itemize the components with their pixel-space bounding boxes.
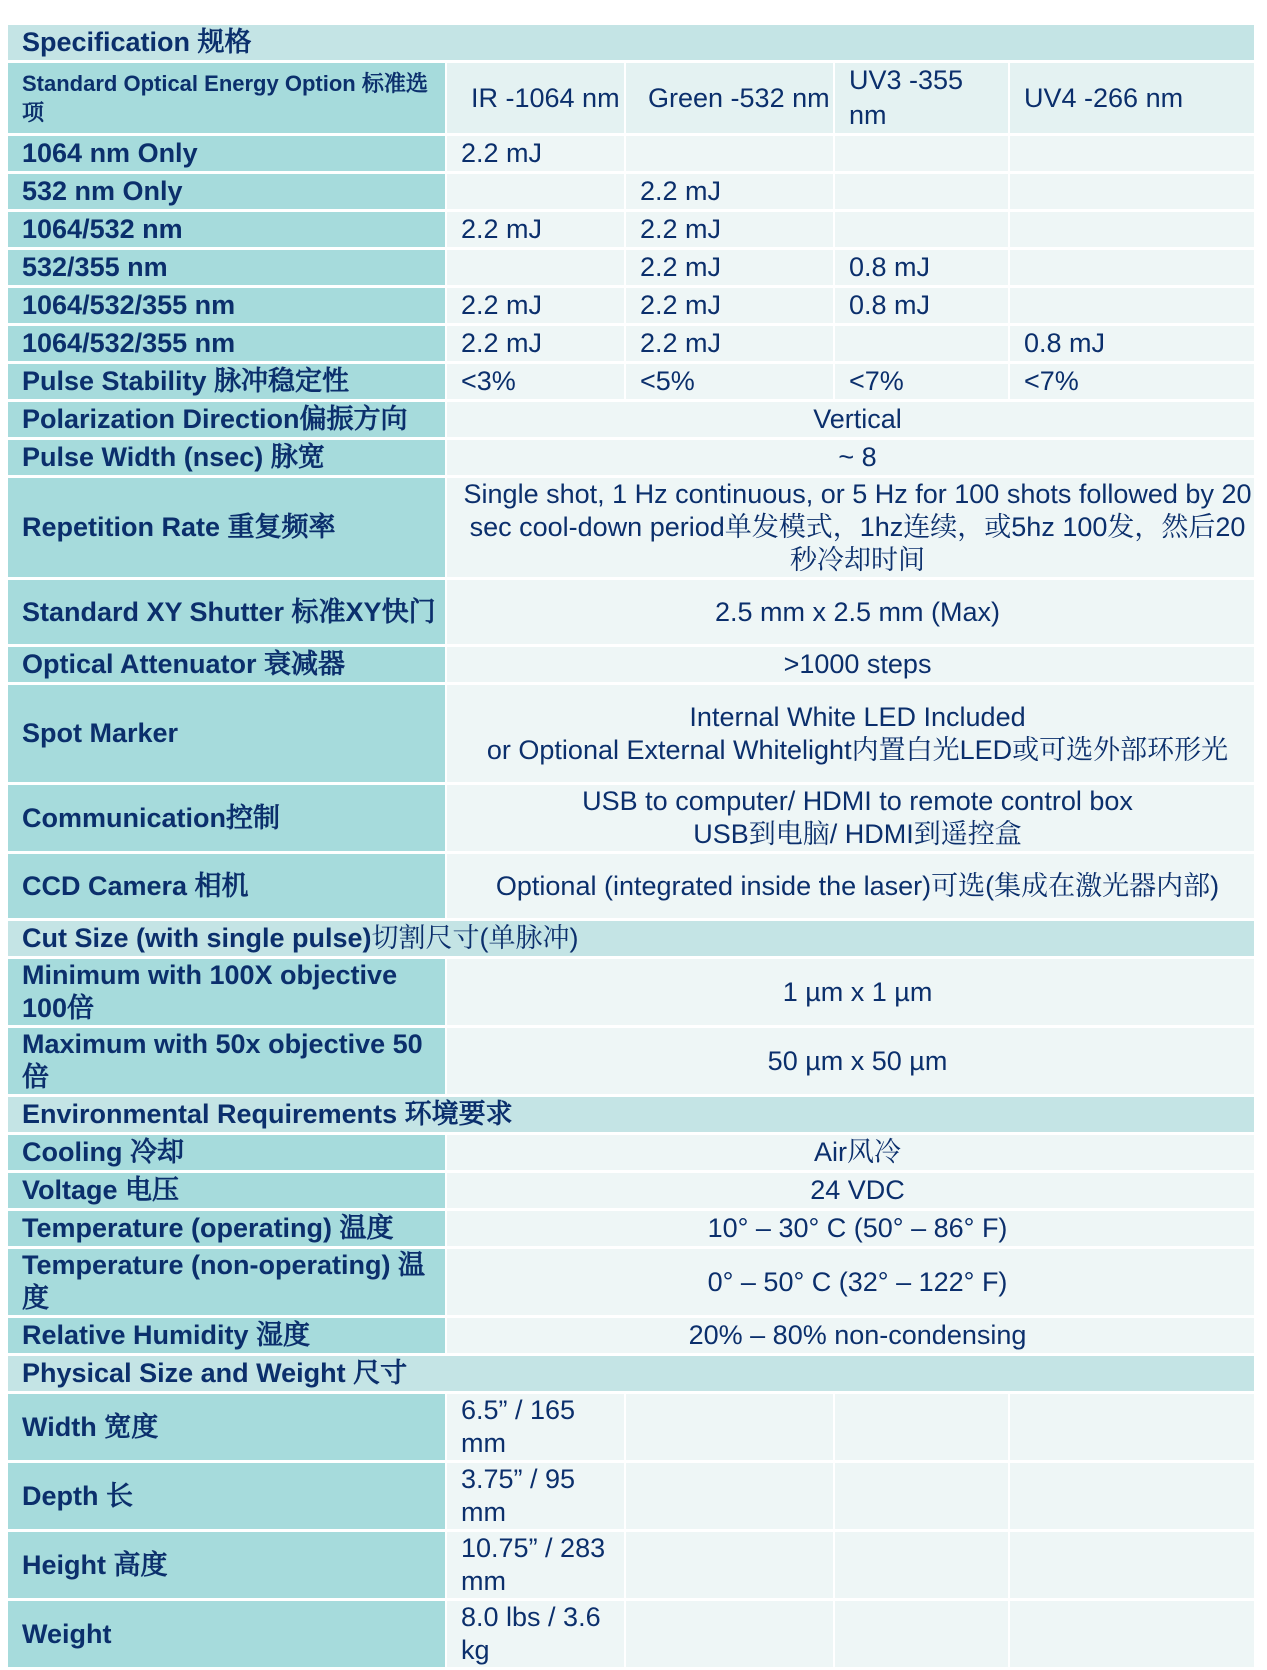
spec-table <box>8 25 1254 1670</box>
empty-cell <box>624 1601 833 1670</box>
weight-row <box>8 1601 1254 1670</box>
width-row <box>8 1394 1254 1463</box>
pulse-width-value: ~ 8 <box>445 440 1254 478</box>
row-label: Pulse Width (nsec) 脉宽 <box>8 440 445 478</box>
cut-size-title-bold: Cut Size (with single pulse) <box>22 923 372 953</box>
cut-max-value: 50 µm x 50 µm <box>445 1028 1254 1097</box>
row-label: Maximum with 50x objective 50倍 <box>8 1028 445 1097</box>
energy-value <box>1008 250 1254 288</box>
communication-line: USB to computer/ HDMI to remote control box <box>582 786 1133 816</box>
empty-cell <box>833 1601 1008 1670</box>
energy-value: 0.8 mJ <box>833 288 1008 326</box>
row-label: Optical Attenuator 衰减器 <box>8 647 445 685</box>
width-value: 6.5” / 165 mm <box>445 1394 624 1463</box>
column-header: UV4 -266 nm <box>1008 63 1254 136</box>
column-header: UV3 -355 nm <box>833 63 1008 136</box>
title-row <box>8 25 1254 63</box>
pulse-stability-row <box>8 364 1254 402</box>
physical-section-row <box>8 1356 1254 1394</box>
cut-size-section-row <box>8 921 1254 959</box>
energy-value: 2.2 mJ <box>624 174 833 212</box>
polarization-row <box>8 402 1254 440</box>
energy-row <box>8 174 1254 212</box>
row-label: Standard XY Shutter 标准XY快门 <box>8 580 445 647</box>
energy-row <box>8 250 1254 288</box>
row-label: Communication控制 <box>8 785 445 854</box>
energy-value <box>445 174 624 212</box>
energy-value <box>1008 288 1254 326</box>
energy-value: 2.2 mJ <box>445 212 624 250</box>
stability-value: <7% <box>833 364 1008 402</box>
cut-max-row <box>8 1028 1254 1097</box>
humidity-row <box>8 1318 1254 1356</box>
voltage-row <box>8 1173 1254 1211</box>
energy-value <box>833 174 1008 212</box>
temp-operating-row <box>8 1211 1254 1249</box>
weight-value: 8.0 lbs / 3.6 kg <box>445 1601 624 1670</box>
row-label: Depth 长 <box>8 1463 445 1532</box>
energy-value <box>1008 174 1254 212</box>
energy-value: 2.2 mJ <box>624 326 833 364</box>
humidity-value: 20% – 80% non-condensing <box>445 1318 1254 1356</box>
energy-value <box>833 136 1008 174</box>
energy-row <box>8 212 1254 250</box>
pulse-width-row <box>8 440 1254 478</box>
environment-section-row <box>8 1097 1254 1135</box>
communication-row <box>8 785 1254 854</box>
energy-value: 2.2 mJ <box>445 288 624 326</box>
shutter-row <box>8 580 1254 647</box>
empty-cell <box>833 1463 1008 1532</box>
empty-cell <box>624 1394 833 1463</box>
row-label: 1064/532 nm <box>8 212 445 250</box>
row-label: Pulse Stability 脉冲稳定性 <box>8 364 445 402</box>
communication-line: USB到电脑/ HDMI到遥控盒 <box>693 819 1022 849</box>
cut-min-value: 1 µm x 1 µm <box>445 959 1254 1028</box>
column-header: Green -532 nm <box>624 63 833 136</box>
depth-value: 3.75” / 95 mm <box>445 1463 624 1532</box>
height-value: 10.75” / 283 mm <box>445 1532 624 1601</box>
cut-size-title <box>8 921 1254 959</box>
row-label: CCD Camera 相机 <box>8 854 445 921</box>
repetition-value: Single shot, 1 Hz continuous, or 5 Hz for 100 shots followed by 20 sec cool-down period单发模式，1hz连续，或5hz 100发，然后20秒冷却时间 <box>445 478 1254 580</box>
temp-nonoperating-row <box>8 1249 1254 1318</box>
row-label: Polarization Direction偏振方向 <box>8 402 445 440</box>
empty-cell <box>1008 1463 1254 1532</box>
energy-value <box>445 250 624 288</box>
attenuator-value: >1000 steps <box>445 647 1254 685</box>
polarization-value: Vertical <box>445 402 1254 440</box>
empty-cell <box>1008 1601 1254 1670</box>
spot-marker-row <box>8 685 1254 785</box>
spec-title: Specification 规格 <box>8 25 1254 63</box>
row-label: 1064/532/355 nm <box>8 326 445 364</box>
attenuator-row <box>8 647 1254 685</box>
energy-value <box>1008 136 1254 174</box>
energy-value <box>833 326 1008 364</box>
energy-row <box>8 136 1254 174</box>
energy-value: 2.2 mJ <box>445 136 624 174</box>
row-label: 532 nm Only <box>8 174 445 212</box>
spot-marker-value <box>445 685 1254 785</box>
physical-title: Physical Size and Weight 尺寸 <box>8 1356 1254 1394</box>
row-label: Width 宽度 <box>8 1394 445 1463</box>
energy-value <box>833 212 1008 250</box>
height-row <box>8 1532 1254 1601</box>
energy-value: 0.8 mJ <box>1008 326 1254 364</box>
cut-min-row <box>8 959 1254 1028</box>
row-label: 1064/532/355 nm <box>8 288 445 326</box>
energy-option-label: Standard Optical Energy Option 标准选项 <box>8 63 445 136</box>
ccd-value: Optional (integrated inside the laser)可选(集成在激光器内部) <box>445 854 1254 921</box>
temp-operating-value: 10° – 30° C (50° – 86° F) <box>445 1211 1254 1249</box>
energy-header-row <box>8 63 1254 136</box>
empty-cell <box>1008 1394 1254 1463</box>
energy-value <box>624 136 833 174</box>
repetition-row <box>8 478 1254 580</box>
row-label: Temperature (operating) 温度 <box>8 1211 445 1249</box>
column-header: IR -1064 nm <box>445 63 624 136</box>
row-label: Temperature (non-operating) 温度 <box>8 1249 445 1318</box>
energy-value: 2.2 mJ <box>624 212 833 250</box>
stability-value: <3% <box>445 364 624 402</box>
row-label: Relative Humidity 湿度 <box>8 1318 445 1356</box>
row-label: Minimum with 100X objective 100倍 <box>8 959 445 1028</box>
row-label: 1064 nm Only <box>8 136 445 174</box>
temp-nonoperating-value: 0° – 50° C (32° – 122° F) <box>445 1249 1254 1318</box>
energy-value: 2.2 mJ <box>445 326 624 364</box>
energy-row <box>8 326 1254 364</box>
energy-value: 2.2 mJ <box>624 250 833 288</box>
empty-cell <box>1008 1532 1254 1601</box>
cooling-row <box>8 1135 1254 1173</box>
row-label: Spot Marker <box>8 685 445 785</box>
voltage-value: 24 VDC <box>445 1173 1254 1211</box>
empty-cell <box>833 1532 1008 1601</box>
energy-value: 0.8 mJ <box>833 250 1008 288</box>
energy-row <box>8 288 1254 326</box>
row-label: 532/355 nm <box>8 250 445 288</box>
ccd-row <box>8 854 1254 921</box>
depth-row <box>8 1463 1254 1532</box>
stability-value: <7% <box>1008 364 1254 402</box>
cooling-value: Air风冷 <box>445 1135 1254 1173</box>
row-label: Height 高度 <box>8 1532 445 1601</box>
communication-value <box>445 785 1254 854</box>
shutter-value: 2.5 mm x 2.5 mm (Max) <box>445 580 1254 647</box>
empty-cell <box>624 1532 833 1601</box>
row-label: Cooling 冷却 <box>8 1135 445 1173</box>
environment-title: Environmental Requirements 环境要求 <box>8 1097 1254 1135</box>
stability-value: <5% <box>624 364 833 402</box>
empty-cell <box>624 1463 833 1532</box>
empty-cell <box>833 1394 1008 1463</box>
row-label: Repetition Rate 重复频率 <box>8 478 445 580</box>
spot-marker-line: Internal White LED Included <box>689 701 1026 732</box>
energy-value <box>1008 212 1254 250</box>
row-label: Voltage 电压 <box>8 1173 445 1211</box>
row-label: Weight <box>8 1601 445 1670</box>
spot-marker-line: or Optional External Whitelight内置白光LED或可选外部环形光 <box>486 734 1229 765</box>
spec-table-container <box>8 25 1254 1670</box>
energy-value: 2.2 mJ <box>624 288 833 326</box>
cut-size-title-cn: 切割尺寸(单脉冲) <box>371 923 579 953</box>
